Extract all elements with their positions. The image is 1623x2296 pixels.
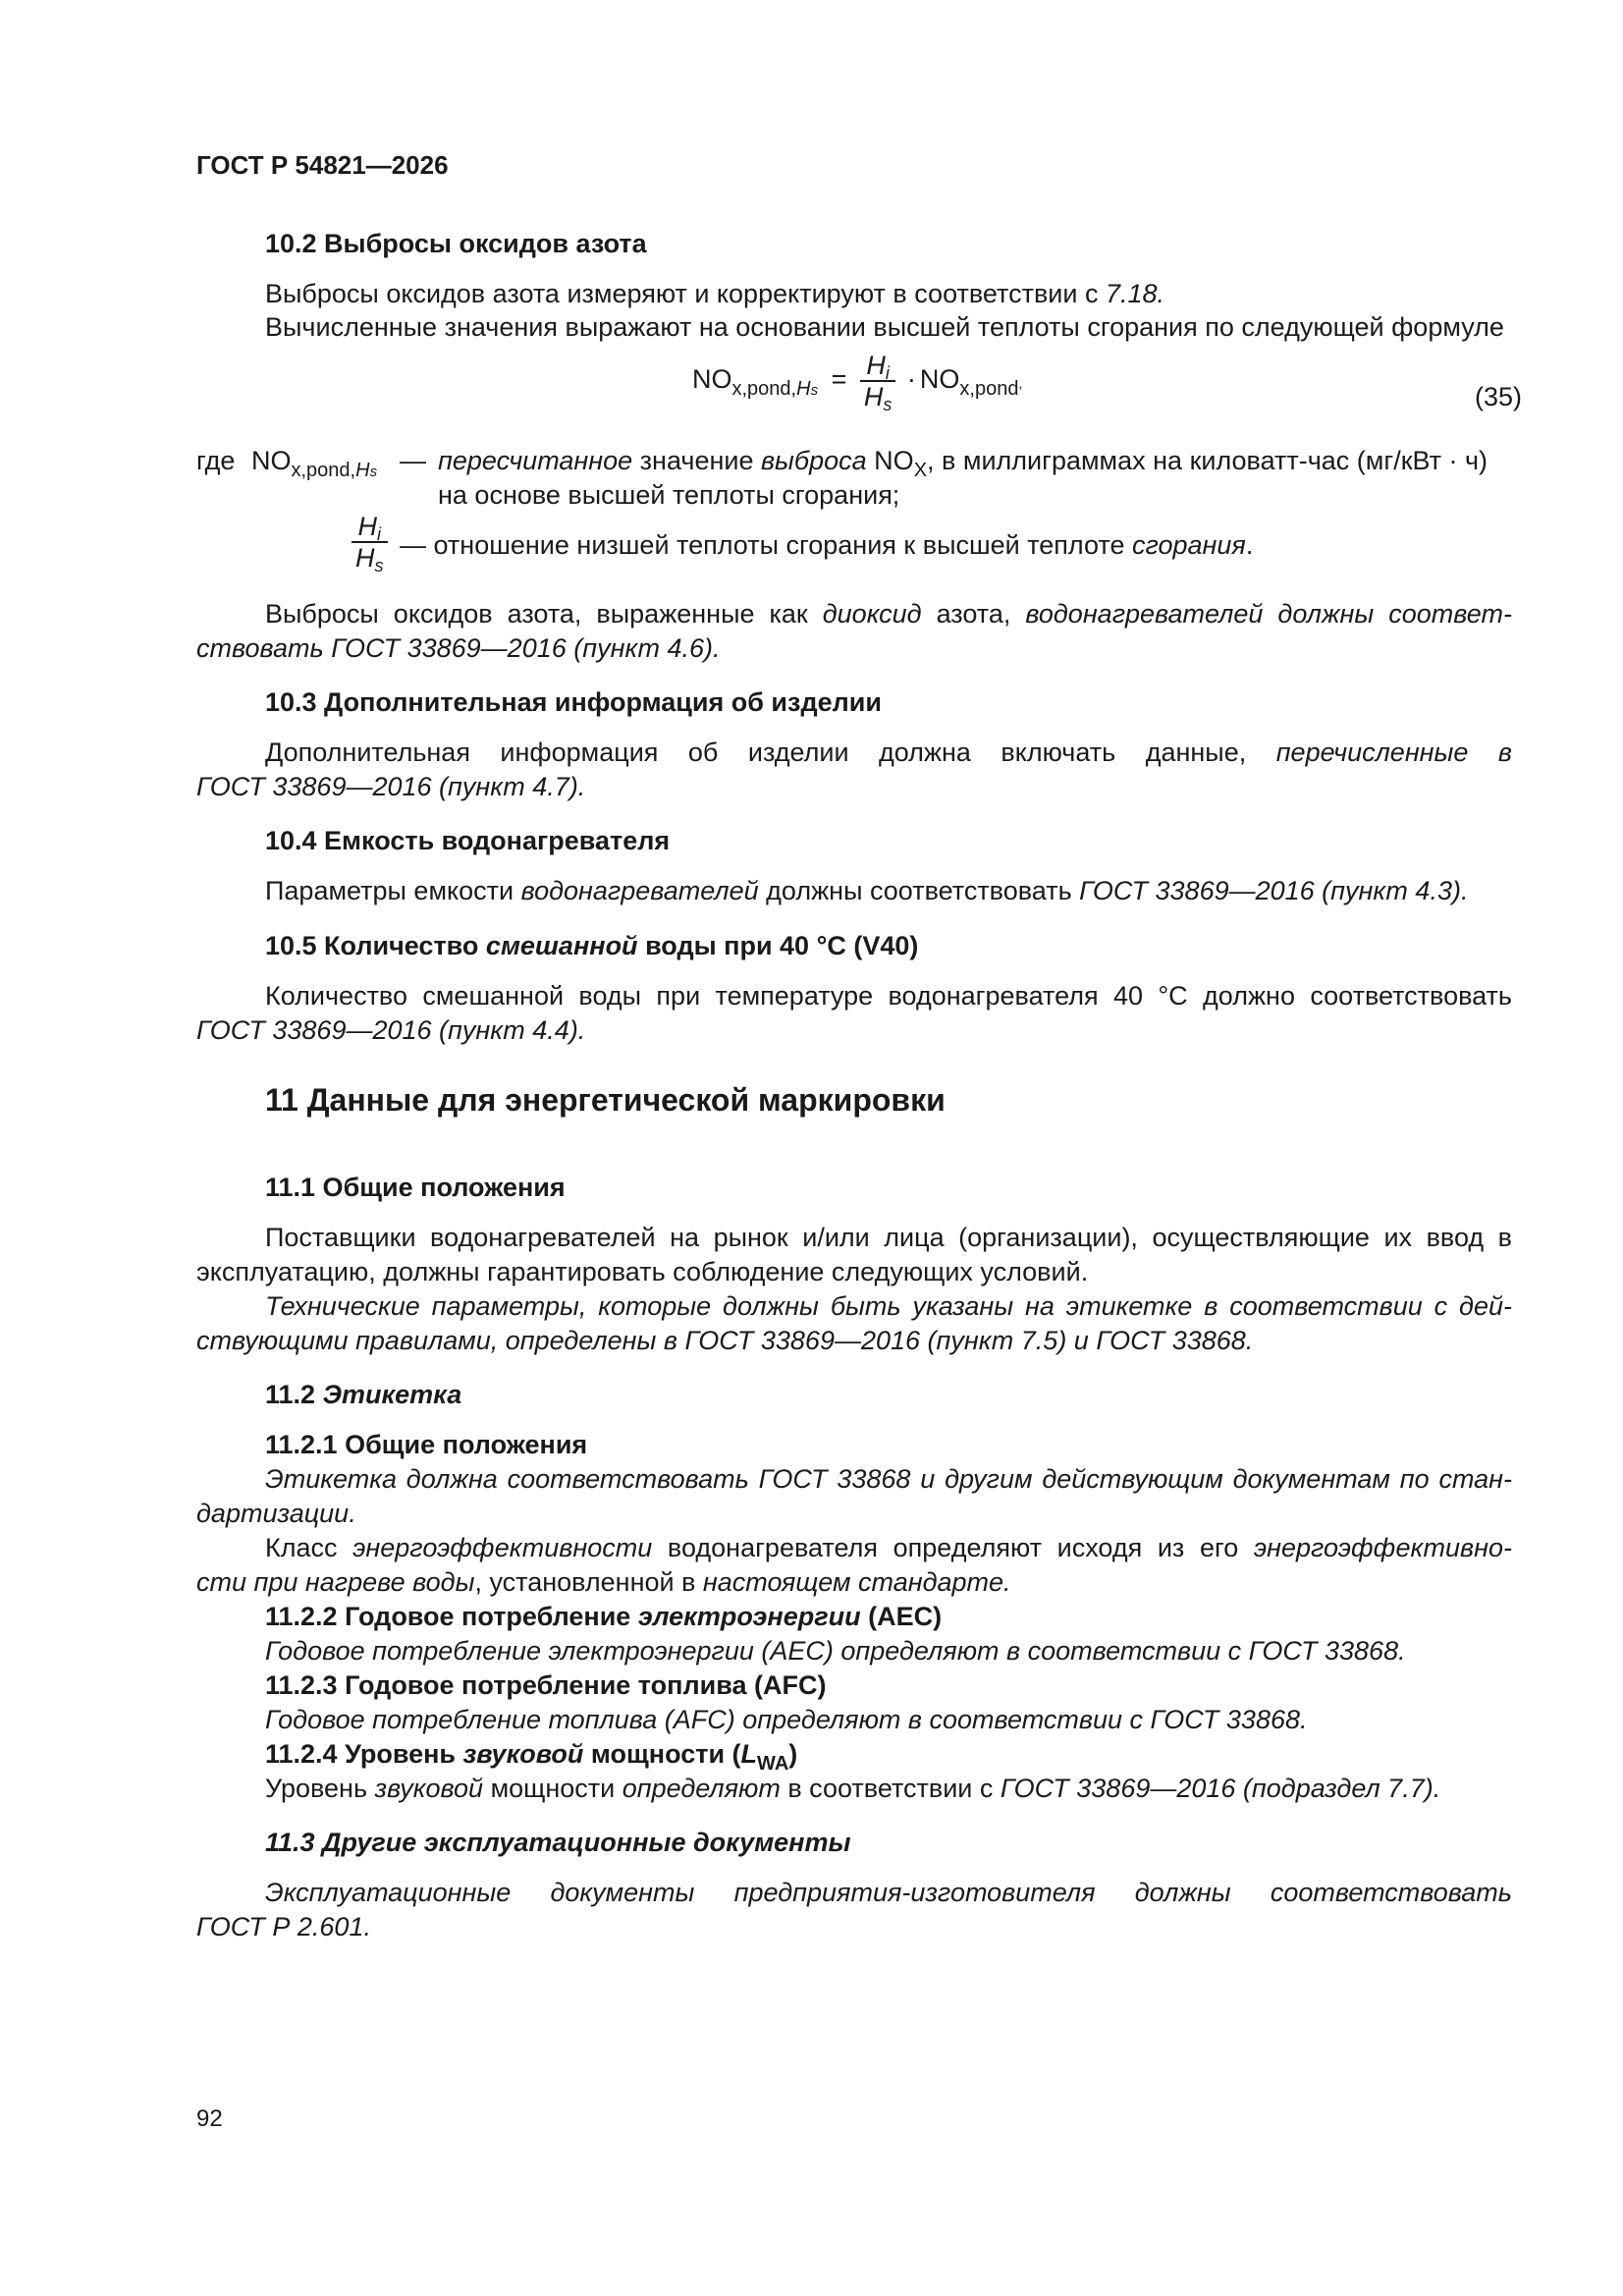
section-11-2-2-title: 11.2.2 Годовое потребление электроэнергии (AEC) bbox=[265, 1602, 943, 1631]
where-definition-1-line-2: на основе высшей теплоты сгорания; bbox=[438, 480, 900, 510]
section-11-1-para-2: Технические параметры, которые должны быть указаны на этикетке в соответствии с дей- bbox=[265, 1291, 1512, 1321]
section-11-2-3-para: Годовое потребление топлива (AFC) определяют в соответствии с ГОСТ 33868. bbox=[265, 1705, 1308, 1734]
section-10-3-para-line-2: ГОСТ 33869—2016 (пункт 4.7). bbox=[196, 772, 586, 801]
where-definition-2: — отношение низшей теплоты сгорания к высшей теплоте сгорания. bbox=[400, 530, 1254, 560]
section-11-1-para-1-line-2: эксплуатацию, должны гарантировать соблюдение следующих условий. bbox=[196, 1257, 1089, 1286]
section-10-2-para-3-line-2: ствовать ГОСТ 33869—2016 (пункт 4.6). bbox=[196, 633, 721, 663]
section-10-4-title: 10.4 Емкость водонагревателя bbox=[265, 826, 671, 855]
page-number: 92 bbox=[196, 2105, 223, 2132]
where-definition-1: пересчитанное значение выброса $NO_X$, в миллиграммах на киловатт-час (мг/кВт · ч) bbox=[438, 446, 1488, 481]
section-10-2-title: 10.2 Выбросы оксидов азота bbox=[265, 229, 647, 258]
section-11-2-3-title: 11.2.3 Годовое потребление топлива (AFC) bbox=[265, 1670, 827, 1700]
section-11-3-title: 11.3 Другие эксплуатационные документы bbox=[265, 1828, 851, 1857]
section-10-3-title: 10.3 Дополнительная информация об изделии bbox=[265, 687, 882, 717]
section-11-2-1-para-2-line-2: сти при нагреве воды, установленной в настоящем стандарте. bbox=[196, 1567, 1011, 1597]
section-10-3-para: Дополнительная информация об изделии должна включать данные, перечисленные в bbox=[265, 738, 1513, 767]
section-10-5-title: 10.5 Количество смешанной воды при 40 °C (V40) bbox=[265, 931, 919, 960]
section-10-2-para-3: Выбросы оксидов азота, выраженные как диоксид азота, водонагревателей должны соответ- bbox=[265, 599, 1512, 629]
section-11-2-1-para-1: Этикетка должна соответствовать ГОСТ 33868 и другим действующим документам по стан- bbox=[265, 1464, 1512, 1494]
section-11-1-title: 11.1 Общие положения bbox=[265, 1173, 566, 1202]
section-11-2-1-title: 11.2.1 Общие положения bbox=[265, 1430, 588, 1459]
where-dash: — bbox=[400, 446, 426, 475]
formula-number: (35) bbox=[1475, 382, 1523, 411]
document-id: ГОСТ Р 54821—2026 bbox=[196, 150, 449, 180]
section-11-2-1-para-2: Класс энергоэффективности водонагревателя определяют исходя из его энергоэффективно- bbox=[265, 1533, 1512, 1562]
section-11-2-4-title: 11.2.4 Уровень звуковой мощности $(L_{WA})$ bbox=[265, 1739, 798, 1775]
formula-35: $NO_{x,pond,Hs}$ = $\frac{H_i}{H_s}$ · $NO_{x,pond}$, bbox=[692, 351, 1023, 414]
where-label: где bbox=[196, 446, 236, 475]
section-11-1-para-2-line-2: ствующими правилами, определены в ГОСТ 33869—2016 (пункт 7.5) и ГОСТ 33868. bbox=[196, 1326, 1254, 1355]
section-10-2-para-1: Выбросы оксидов азота измеряют и корректируют в соответствии с 7.18. bbox=[265, 279, 1165, 308]
section-10-4-para: Параметры емкости водонагревателей должны соответствовать ГОСТ 33869—2016 (пункт 4.3). bbox=[265, 876, 1469, 905]
where-fraction: $\frac{H_i}{H_s}$ bbox=[352, 512, 388, 573]
formula-fraction: $\frac{H_i}{H_s}$ bbox=[860, 351, 896, 411]
section-11-2-1-para-1-line-2: дартизации. bbox=[196, 1499, 356, 1528]
section-11-2-title: 11.2 Этикетка bbox=[265, 1380, 462, 1409]
section-11-3-para-line-2: ГОСТ Р 2.601. bbox=[196, 1912, 371, 1941]
section-10-5-para-line-2: ГОСТ 33869—2016 (пункт 4.4). bbox=[196, 1015, 586, 1045]
section-11-title: 11 Данные для энергетической маркировки bbox=[265, 1082, 946, 1118]
section-11-2-4-para: Уровень звуковой мощности определяют в соответствии с ГОСТ 33869—2016 (подраздел 7.7). bbox=[265, 1774, 1441, 1803]
section-10-5-para: Количество смешанной воды при температуре водонагревателя 40 °C должно соответствовать bbox=[265, 981, 1512, 1011]
section-11-3-para: Эксплуатационные документы предприятия-изготовителя должны соответствовать bbox=[265, 1878, 1512, 1907]
section-11-1-para-1: Поставщики водонагревателей на рынок и/или лица (организации), осуществляющие их ввод в bbox=[265, 1223, 1512, 1252]
where-symbol: $NO_{x,pond,Hs}$ bbox=[251, 446, 378, 481]
section-10-2-para-2: Вычисленные значения выражают на основании высшей теплоты сгорания по следующей формуле bbox=[265, 312, 1504, 342]
section-11-2-2-para: Годовое потребление электроэнергии (AEC) определяют в соответствии с ГОСТ 33868. bbox=[265, 1636, 1406, 1666]
